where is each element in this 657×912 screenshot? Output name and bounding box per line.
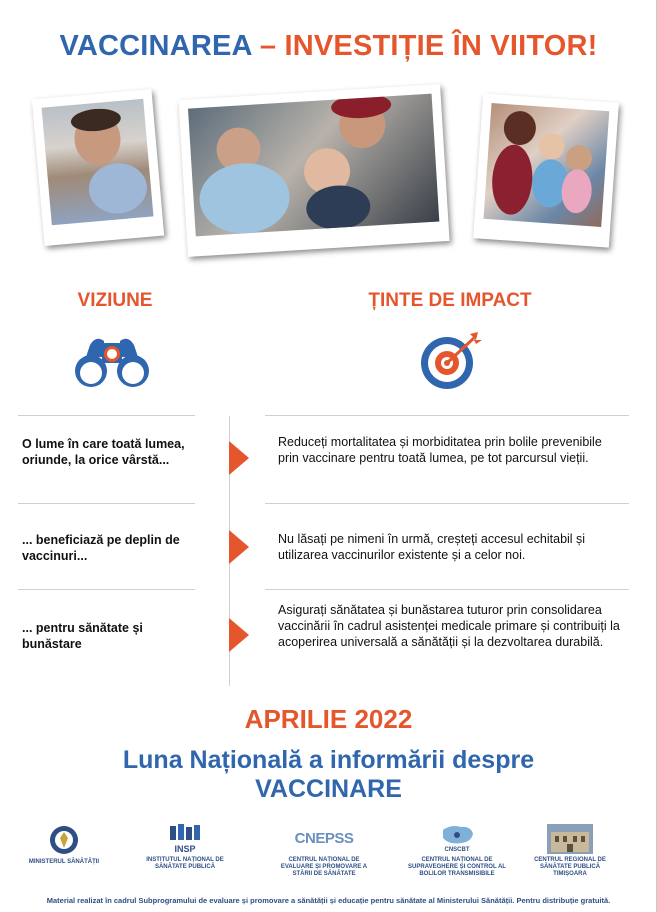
cnscbt-mark: CNSCBT: [444, 847, 470, 853]
logo-caption: CENTRUL REGIONAL DE SĂNĂTATE PUBLICĂ TIMIȘOARA: [534, 857, 606, 877]
row-right-text: Nu lăsați pe nimeni în urmă, creșteți accesul echitabil și utilizarea vaccinurilor existente și a celor noi.: [278, 532, 586, 562]
logo-caption: CENTRUL NAȚIONAL DE EVALUARE ȘI PROMOVARE A STĂRII DE SĂNĂTATE: [280, 857, 368, 877]
photo-father-baby: [32, 89, 164, 246]
headline: [0, 30, 657, 63]
building-photo-icon: [547, 824, 593, 854]
row-left-text: O lume în care toată lumea, oriunde, la orice vârstă...: [22, 437, 185, 467]
campaign-title: [0, 746, 657, 804]
cnepss-logo-icon: CNEPSS: [294, 830, 354, 847]
logo-insp: [140, 824, 230, 871]
logo-ministry: [22, 824, 106, 866]
campaign-title-line2: VACCINARE: [255, 775, 402, 803]
headline-part2: INVESTIȚIE ÎN VIITOR!: [284, 30, 598, 62]
photo-mother-children-reading: [473, 93, 619, 247]
insp-mark: INSP: [174, 844, 196, 854]
campaign-date: APRILIE 2022: [244, 704, 413, 734]
row-left-text: ... pentru sănătate și bunăstare: [22, 621, 143, 651]
impact-title: ȚINTE DE IMPACT: [368, 290, 532, 311]
row-divider: [18, 415, 195, 416]
photo-nurse-mother-baby: [178, 84, 449, 257]
logo-caption: INSTITUTUL NAȚIONAL DE SĂNĂTATE PUBLICĂ: [146, 857, 224, 870]
row-right-text: Reduceți mortalitatea și morbiditatea prin bolile prevenibile prin vaccinare pentru toată lumea, pe tot parcursul vieții.: [278, 435, 602, 465]
row-divider: [18, 589, 195, 590]
row-right-text: Asigurați sănătatea și bunăstarea tuturor prin consolidarea vaccinării în cadrul asistenței medicale primare și contribuiți la acoperirea universală a sănătății și la dezvoltarea durabilă.: [278, 603, 620, 649]
logo-caption: MINISTERUL SĂNĂTĂȚII: [28, 859, 100, 865]
row-divider: [265, 415, 629, 416]
ministry-crest-icon: [49, 824, 79, 856]
row-divider: [18, 503, 195, 504]
footnote: Material realizat în cadrul Subprogramului de evaluare și promovare a sănătății și educație pentru sănătate al Ministerului Sănătății. Pentru distribuție gratuită.: [46, 896, 611, 905]
campaign-title-line1: Luna Națională a informării despre: [122, 746, 535, 774]
insp-logo-icon: [168, 824, 202, 844]
target-icon: [418, 330, 484, 392]
arrow-icon: [229, 618, 249, 652]
logo-cnscbt: [405, 824, 509, 878]
logo-timisoara: [530, 824, 610, 878]
binoculars-icon: [74, 333, 150, 389]
arrow-icon: [229, 441, 249, 475]
arrow-icon: [229, 530, 249, 564]
vision-title: VIZIUNE: [77, 290, 153, 311]
row-left-text: ... beneficiază pe deplin de vaccinuri...: [22, 533, 180, 563]
headline-dash: –: [259, 30, 277, 62]
row-divider: [265, 503, 629, 504]
cnscbt-map-icon: [437, 824, 477, 846]
row-divider: [265, 589, 629, 590]
logo-cnepss: [276, 824, 372, 878]
logo-caption: CENTRUL NAȚIONAL DE SUPRAVEGHERE ȘI CONTROL AL BOLILOR TRANSMISIBILE: [408, 857, 506, 877]
headline-part1: VACCINAREA: [59, 30, 252, 62]
